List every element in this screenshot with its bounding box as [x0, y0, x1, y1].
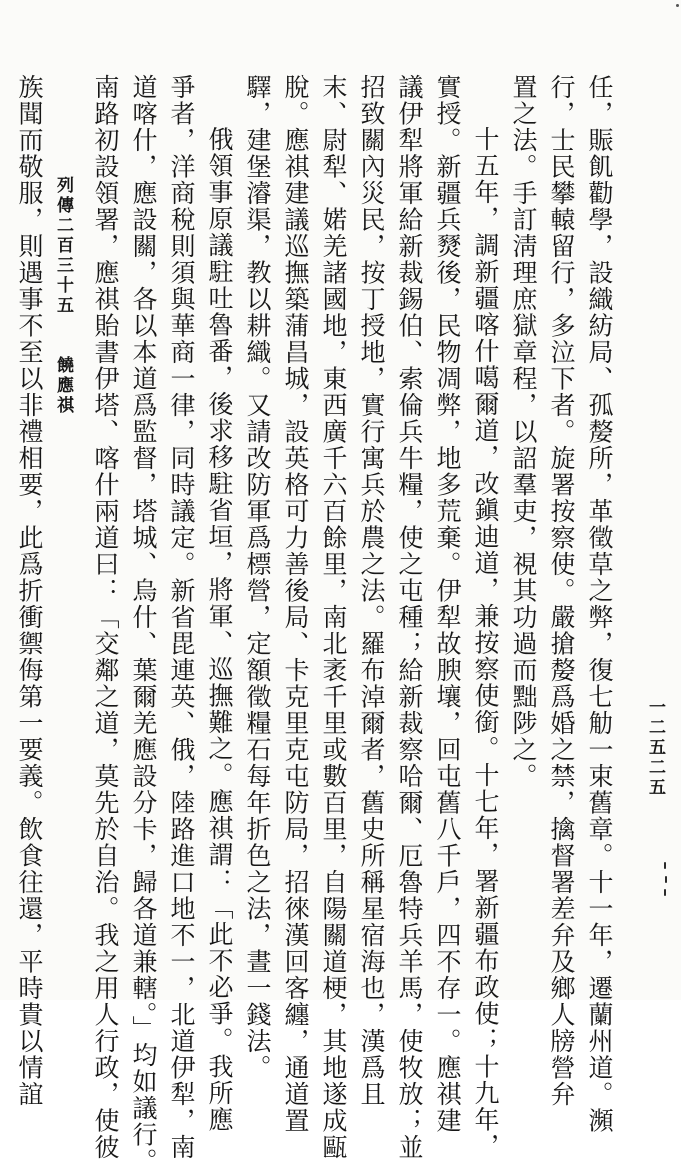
ink-speck	[664, 862, 666, 869]
text-column-13: 道喀什，應設關，各以本道爲監督，塔城、烏什、葉爾羌應設分卡，歸各道兼轄。」均如議行。	[129, 74, 158, 1175]
ink-speck	[665, 876, 667, 883]
text-column-1: 任，賑飢勸學，設織紡局、孤嫠所，革徵草之弊，復七觔一束舊章。十一年，遷蘭州道。瀕	[585, 74, 614, 1134]
running-header: 列傳二百三十五 饒應祺	[53, 176, 73, 416]
text-column-11: 俄領事原議駐吐魯番，後求移駐省垣，將軍、巡撫難之。應祺謂：「此不必爭。我所應	[205, 126, 234, 1133]
text-column-7: 招致關內災民，按丁授地，實行寓兵於農之法。羅布淖爾者，舊史所稱星宿海也，漢爲且	[357, 74, 386, 1108]
text-column-3: 置之法。手訂淸理庶獄章程，以詔羣吏，視其功過而黜陟之。	[509, 74, 538, 790]
text-column-8: 末、尉犁、婼羌諸國地，東西廣千六百餘里，南北袤千里或數百里，自陽關道梗，其地遂成甌	[319, 74, 348, 1161]
text-column-2: 行，士民攀轅留行，多泣下者。旋署按察使。嚴搶嫠爲婚之禁，擒督署差弁及鄉人牓營弁	[547, 74, 576, 1108]
text-column-5: 實授。新疆兵燹後，民物凋弊，地多荒棄。伊犁故腴壤，回屯舊八千戶，四不存一。應祺建	[433, 74, 462, 1134]
text-column-14: 南路初設領署，應祺貽書伊塔、喀什兩道曰：「交鄰之道，莫先於自治。我之用人行政，使彼	[91, 74, 120, 1161]
ink-speck	[664, 889, 666, 896]
text-column-15: 族聞而敬服，則遇事不至以非禮相要，此爲折衝禦侮第一要義。飲食往還，平時貴以情誼	[15, 74, 44, 1108]
text-column-12: 爭者，洋商稅則須與華商一律，同時議定。新省毘連英、俄，陸路進口地不一，北道伊犁，南	[167, 74, 196, 1161]
text-column-9: 脫。應祺建議巡撫築蒲昌城，設英格可力善後局、卡克里克屯防局，招徠漢回客纏，通道置	[281, 74, 310, 1134]
text-column-4: 十五年，調新疆喀什噶爾道，改鎭迪道，兼按察使銜。十七年，署新疆布政使；十九年，	[471, 126, 500, 1160]
page-number: 一二五二五	[645, 698, 665, 798]
text-column-10: 驛，建堡濬渠，教以耕織。又請改防軍爲標營，定額徵糧石每年折色之法，晝一錢法。	[243, 74, 272, 1081]
text-column-6: 議伊犁將軍給新裁錫伯、索倫兵牛糧，使之屯種；給新裁察哈爾、厄魯特兵羊馬，使牧放；並	[395, 74, 424, 1161]
ink-speck	[676, 4, 679, 7]
